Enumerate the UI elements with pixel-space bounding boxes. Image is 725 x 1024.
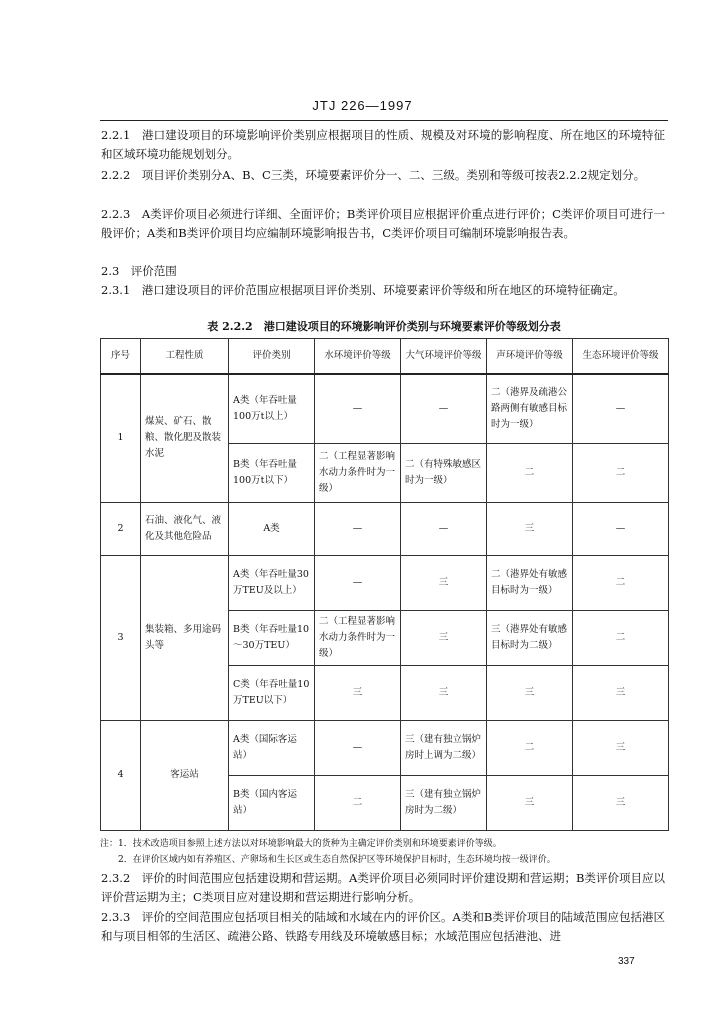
water-grade: — <box>315 374 401 443</box>
table-row <box>101 555 669 610</box>
water-grade: — <box>315 502 401 555</box>
water-grade: — <box>315 720 401 775</box>
paragraph-2-2-3: 2.2.3 A类评价项目必须进行详细、全面评价；B类评价项目应根据评价重点进行评价；C类评价项目可进行一般评价；A类和B类评价项目均应编制环境影响报告书，C类评价项目可编制环境影响报告表。 <box>101 207 665 240</box>
classification-table <box>100 338 669 831</box>
noise-grade: 三（港界处有敏感目标时为二级） <box>487 610 573 665</box>
air-grade: 三（建有独立锅炉房时上调为二级） <box>401 720 487 775</box>
category-cell: C类（年吞吐量10万TEU以下） <box>229 665 315 720</box>
noise-grade: 二 <box>487 720 573 775</box>
eco-grade: 二 <box>573 443 669 502</box>
air-grade: 二（有特殊敏感区时为一级） <box>401 443 487 502</box>
row-number: 4 <box>101 720 141 830</box>
row-number: 1 <box>101 374 141 502</box>
eco-grade: 三 <box>573 775 669 830</box>
header-cell: 水环境评价等级 <box>315 339 401 375</box>
paragraph-2-2-2: 2.2.2 项目评价类别分A、B、C三类，环境要素评价分一、二、三级。类别和等级可按表2.2.2规定划分。 <box>101 168 646 182</box>
paragraph-2-2-1: 2.2.1 港口建设项目的环境影响评价类别应根据项目的性质、规模及对环境的影响程度、所在地区的环境特征和区域环境功能规划划分。 <box>101 128 665 161</box>
category-cell: A类（国际客运站） <box>229 720 315 775</box>
project-nature: 石油、液化气、液化及其他危险品 <box>141 502 229 555</box>
table-header-row <box>101 339 669 375</box>
water-grade: 二（工程显著影响水动力条件时为一级） <box>315 443 401 502</box>
category-cell: B类（国内客运站） <box>229 775 315 830</box>
table-note: 2．在评价区域内如有养殖区、产卵场和生长区或生态自然保护区等环境保护目标时，生态环境均按一级评价。 <box>100 855 556 865</box>
category-cell: A类（年吞吐量100万t以上） <box>229 374 315 443</box>
noise-grade: 三 <box>487 775 573 830</box>
eco-grade: 三 <box>573 720 669 775</box>
air-grade: 三 <box>401 555 487 610</box>
air-grade: 三 <box>401 610 487 665</box>
noise-grade: 二 <box>487 443 573 502</box>
project-nature: 煤炭、矿石、散粮、散化肥及散装水泥 <box>141 374 229 502</box>
header-cell: 评价类别 <box>229 339 315 375</box>
air-grade: — <box>401 502 487 555</box>
table-row <box>101 720 669 775</box>
eco-grade: 二 <box>573 610 669 665</box>
noise-grade: 二（港界处有敏感目标时为一级） <box>487 555 573 610</box>
eco-grade: — <box>573 502 669 555</box>
category-cell: A类 <box>229 502 315 555</box>
header-cell: 大气环境评价等级 <box>401 339 487 375</box>
paragraph-2-3-2: 2.3.2 评价的时间范围应包括建设期和营运期。A类评价项目必须同时评价建设期和营运期；B类评价项目应以评价营运期为主；C类项目应对建设期和营运期进行影响分析。 <box>101 871 665 904</box>
table-notes <box>100 836 668 868</box>
air-grade: 三（建有独立锅炉房时为二级） <box>401 775 487 830</box>
table-caption: 表 2.2.2 港口建设项目的环境影响评价类别与环境要素评价等级划分表 <box>207 320 561 333</box>
water-grade: 二 <box>315 775 401 830</box>
eco-grade: — <box>573 374 669 443</box>
category-cell: A类（年吞吐量30万TEU及以上） <box>229 555 315 610</box>
row-number: 3 <box>101 555 141 720</box>
paragraph-2-3-3: 2.3.3 评价的空间范围应包括项目相关的陆域和水域在内的评价区。A类和B类评价项目的陆域范围应包括港区和与项目相邻的生活区、疏港公路、铁路专用线及环境敏感目标；水域范围应包括港池、进 <box>101 910 665 943</box>
noise-grade: 三 <box>487 502 573 555</box>
water-grade: 二（工程显著影响水动力条件时为一级） <box>315 610 401 665</box>
header-cell: 生态环境评价等级 <box>573 339 669 375</box>
category-cell: B类（年吞吐量10～30万TEU） <box>229 610 315 665</box>
table-row <box>101 374 669 443</box>
noise-grade: 二（港界及疏港公路两侧有敏感目标时为一级） <box>487 374 573 443</box>
water-grade: — <box>315 555 401 610</box>
header-cell: 序号 <box>101 339 141 375</box>
running-header: JTJ 226—1997 <box>312 98 413 113</box>
eco-grade: 二 <box>573 555 669 610</box>
paragraph-2-3-1: 2.3.1 港口建设项目的评价范围应根据项目评价类别、环境要素评价等级和所在地区的环境特征确定。 <box>101 283 625 297</box>
page-number: 337 <box>618 956 635 967</box>
project-nature: 集装箱、多用途码头等 <box>141 555 229 720</box>
noise-grade: 三 <box>487 665 573 720</box>
eco-grade: 三 <box>573 665 669 720</box>
header-cell: 声环境评价等级 <box>487 339 573 375</box>
table-row <box>101 502 669 555</box>
header-cell: 工程性质 <box>141 339 229 375</box>
air-grade: 三 <box>401 665 487 720</box>
row-number: 2 <box>101 502 141 555</box>
air-grade: — <box>401 374 487 443</box>
section-heading-2-3: 2.3 评价范围 <box>101 264 177 278</box>
project-nature: 客运站 <box>141 720 229 830</box>
header-rule <box>100 120 668 121</box>
table-note: 注：1．技术改造项目参照上述方法以对环境影响最大的货种为主确定评价类别和环境要素评价等级。 <box>100 839 502 849</box>
category-cell: B类（年吞吐量100万t以下） <box>229 443 315 502</box>
water-grade: 三 <box>315 665 401 720</box>
